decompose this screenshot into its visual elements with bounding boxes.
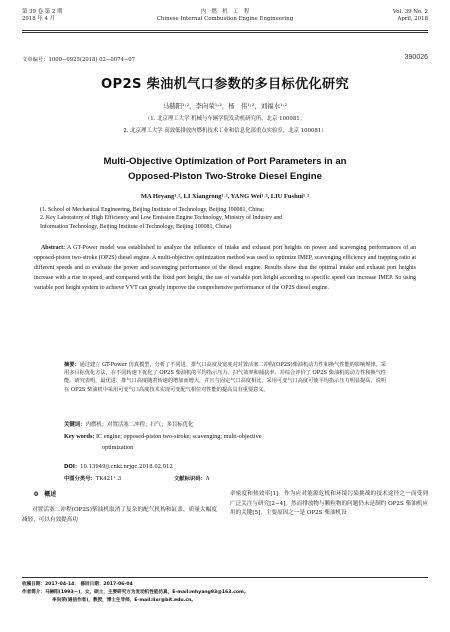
dates-line: 收稿日期：2017-04-14； 修回日期：2017-06-04 bbox=[22, 582, 133, 587]
abstract-en-label: Abstract: bbox=[41, 245, 66, 251]
revised-date: 2017-06-04 bbox=[103, 582, 133, 587]
doi-value: 10.13949/j.cnki.nrjgc.2018.02.012 bbox=[80, 464, 173, 470]
title-en-line-2: Opposed-Piston Two-Stroke Diesel Engine bbox=[128, 170, 322, 182]
keywords-en-label: Key words: bbox=[64, 433, 95, 440]
section-title: 概述 bbox=[44, 491, 57, 498]
intro-paragraph: 对置活塞二冲程(OP2S)柴油机取消了复杂的配气机构和缸盖，质量大幅度减轻，可以有效提高功 bbox=[22, 507, 217, 523]
affiliation-en-1: (1. School of Mechanical Engineering, Beijing Institute of Technology, Beijing 100081, China; bbox=[40, 207, 265, 213]
header-center bbox=[22, 9, 428, 23]
section-number: 0 bbox=[34, 491, 39, 498]
received-date: 2017-04-14 bbox=[44, 582, 75, 587]
volume-en: Vol. 39 No. 2 bbox=[392, 9, 428, 15]
journal-en: Chinese Internal Combustion Engine Engineering bbox=[156, 15, 294, 22]
keywords-en bbox=[64, 432, 386, 453]
bio-label: 作者简介： bbox=[22, 590, 45, 596]
body-left-column bbox=[22, 490, 217, 526]
article-number: 文章编号：1000−0925(2018) 02−0074−07 bbox=[22, 57, 136, 63]
affiliation-cn-1: （1. 北京理工大学 机械与车辆学院发动机研究所，北京 100081； bbox=[144, 116, 306, 122]
classification-line bbox=[64, 474, 386, 482]
date-en: April, 2018 bbox=[397, 15, 428, 22]
authors-cn: 马赫阳¹˒²，李向荣¹˒²，杨 伟¹˒²，刘福水¹˒² bbox=[162, 102, 288, 110]
corresponding-author: 李向荣(通信作者)，教授，博士生导师，E-mail:lixr@bit.edu.cn。 bbox=[52, 598, 196, 604]
bio-line bbox=[22, 589, 428, 597]
header-rule bbox=[22, 30, 428, 31]
journal-cn: 内 燃 机 工 程 bbox=[200, 9, 250, 15]
abstract-en-text: A GT-Power model was established to analyze the influence of intake and exhaust port heights on power and scavenging performances of an opposed-piston two-stroke (OP2S) diesel engine. A multi-objective optimization method was used to optimize IMEP, scavenging efficiency and trapping ratio at different speeds and to evaluate the power and scavenging performance of the diesel engine. Results show that the optimal intake and exhaust port heights increase with a rise in speed, and compared with the fixed port height, the use of variable port height according to specific speed can increase IMEP. So using variable port height system to achieve VVT can greatly improve the comprehensive performance of the OP2S diesel engine. bbox=[34, 245, 416, 291]
header-rule-thin bbox=[22, 32, 428, 33]
keywords-cn bbox=[64, 420, 386, 428]
clc-value: TK421⁺.3 bbox=[95, 476, 122, 482]
revised-label: 修回日期： bbox=[80, 582, 104, 587]
title-en-line-1: Multi-Objective Optimization of Port Parameters in an bbox=[103, 156, 347, 167]
authors-en: MA Heyang¹˒², LI Xiangrong¹˒², YANG Wei¹˒², LIU Fushui¹˒² bbox=[140, 193, 310, 200]
doi-line bbox=[64, 462, 386, 470]
received-label: 收稿日期： bbox=[22, 582, 45, 587]
keywords-en-line-2: optimization bbox=[102, 443, 134, 451]
abstract-cn bbox=[64, 361, 386, 394]
clc-label: 中图分类号： bbox=[64, 476, 96, 482]
keywords-en-line-1: IC engine; opposed-piston two-stroke; scavenging; multi-objective bbox=[94, 433, 262, 440]
article-id-line bbox=[22, 55, 428, 63]
header-right bbox=[393, 9, 428, 23]
affiliations-en bbox=[40, 206, 416, 231]
abstract-en bbox=[34, 244, 416, 293]
affiliation-cn-2: 2. 北京理工大学 高效低排放内燃机技术工业和信息化部重点实验室，北京 100081） bbox=[123, 128, 327, 134]
running-header bbox=[22, 6, 428, 36]
article-code: 390026 bbox=[404, 54, 428, 61]
body-right-column: 率密度和热效率[1]。作为应对能源危机和环境污染挑战的技术途径之一而受到广泛关注与研究[2−4]。然而排放物与颗粒物的问题仍未是制约 OP2S 柴油机应用的关键[5]，主要原因之一是 OP2S 柴油机设 bbox=[230, 491, 428, 517]
abstract-cn-label: 摘要： bbox=[64, 362, 80, 368]
keywords-cn-text: 内燃机；对置活塞二冲程；扫气；多目标优化 bbox=[85, 422, 194, 428]
doc-code bbox=[174, 474, 210, 482]
title-cn: OP2S 柴油机气口参数的多目标优化研究 bbox=[101, 77, 349, 92]
date-cn: 2018 年 4 月 bbox=[22, 15, 56, 22]
section-heading bbox=[34, 490, 217, 500]
doc-code-label: 文献标识码： bbox=[174, 476, 206, 482]
abstract-cn-text: 通过建立 GT-Power 仿真模型，分析了不同进、排气口高度及宽度对对置活塞二冲程(OP2S)柴油机动力性和换气性能的影响规律。采用多目标优化方法，在不同转速下优化了 OP2S 柴油机的平均指示压力、扫气效率和捕获率，并综合评价了 OP2S 柴油机的动力性和换气性能。研究表明，最优进、排气口高度随着转速的增加而增大，并且与固定气口高度相比，采用可变气口高度可使平均指示压力明显提高，说明在 OP2S 柴油机中采用可变气口高度技术实现可变配气相位对性能的提高具有重要意义。 bbox=[64, 362, 386, 393]
title-en bbox=[40, 155, 410, 185]
keywords-cn-label: 关键词： bbox=[64, 422, 86, 428]
affiliation-en-2: 2. Key Laboratory of High Efficiency and Low Emission Engine Technology, Ministry of Industry and bbox=[40, 215, 283, 222]
doc-code-value: A bbox=[205, 476, 210, 482]
volume-cn: 第 39 卷 第 2 期 bbox=[22, 9, 63, 15]
footnote bbox=[22, 577, 428, 605]
doi-label: DOI： bbox=[64, 464, 81, 470]
affiliation-en-3: Information Technology, Beijing Institute of Technology, Beijing 100081, China) bbox=[40, 223, 232, 230]
bio-text: 马赫阳(1993—)，女，硕士，主要研究方为发动机性能仿真，E-mail:mhyang93@163.com。 bbox=[44, 590, 249, 596]
